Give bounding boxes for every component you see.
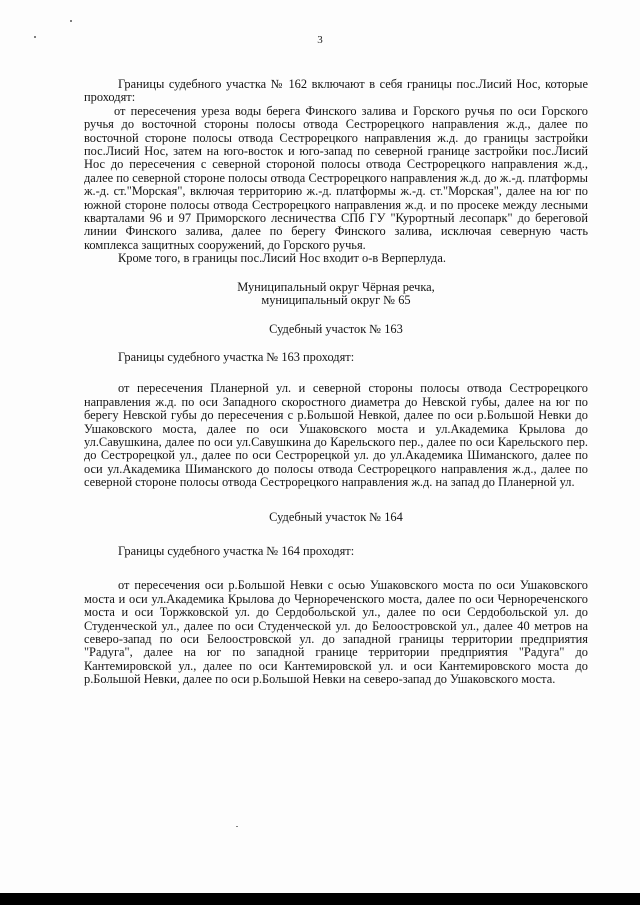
page-number: 3 [317, 34, 323, 46]
paragraph-district-162-boundary: от пересечения уреза воды берега Финского залива и Горского ручья по оси Горского ручья до восточной стороны полосы отвода Сестрорецкого направления ж.д., далее по восточной стороне полосы отвода Сестрорецкого направления ж.д. до границы застройки пос.Лисий Нос, затем на юго-восток и юго-запад по северной границе застройки пос.Лисий Нос до пересечения с северной стороной полосы отвода Сестрорецкого направления ж.д., далее по северной стороне полосы отвода Сестрорецкого направления ж.д. до ж.-д. платформы ж.-д. ст."Морская", включая территорию ж.-д. платформы ж.-д. ст."Морская", далее на юг по южной стороне полосы отвода Сестрорецкого направления ж.д. и по просеке между лесными кварталами 96 и 97 Приморского лесничества СПб ГУ "Курортный лесопарк" до береговой линии Финского залива, далее по берегу Финского залива, исключая северную часть комплекса защитных сооружений, до Горского ручья. [84, 103, 588, 252]
paragraph-district-162-island: Кроме того, в границы пос.Лисий Нос входит о-в Верперлуда. [118, 251, 446, 266]
paragraph-district-162-intro: Границы судебного участка № 162 включают в себя границы пос.Лисий Нос, которые проходят: [84, 77, 588, 105]
scan-bottom-edge [0, 893, 640, 905]
paragraph-district-164-boundary: от пересечения оси р.Большой Невки с осью Ушаковского моста по оси Ушаковского моста и оси ул.Академика Крылова до Чернореченского моста, далее по оси Чернореченского моста и оси Торжковской ул. до Сердобольской ул., далее по оси Сердобольской ул. до Студенческой ул., далее по оси Студенческой ул. до Белоостровской ул., далее 40 метров на северо-запад по оси Белоостровской ул. до западной границы территории предприятия "Радуга", далее на юг по западной границе территории предприятия "Радуга" до Кантемировской ул., далее по оси Кантемировской ул. и оси Кантемировского моста до р.Большой Невки, далее по оси р.Большой Невки на северо-запад до Ушаковского моста. [84, 578, 588, 687]
scan-speck [236, 826, 238, 827]
heading-district-164: Судебный участок № 164 [269, 509, 403, 524]
heading-municipal-district: Муниципальный округ Чёрная речка, [237, 279, 435, 294]
paragraph-district-164-intro: Границы судебного участка № 164 проходят: [118, 543, 355, 558]
heading-municipal-district-number: муниципальный округ № 65 [261, 293, 411, 308]
scan-speck [70, 20, 72, 22]
heading-district-163: Судебный участок № 163 [269, 321, 403, 336]
paragraph-district-163-boundary: от пересечения Планерной ул. и северной стороны полосы отвода Сестрорецкого направления ж.д. по оси Западного скоростного диаметра до Невской губы, далее на юг по берегу Невской губы до пересечения с р.Большой Невкой, далее по оси р.Большой Невки до Ушаковского моста, далее по оси Ушаковского моста и ул.Академика Крылова до ул.Савушкина, далее по оси ул.Савушкина до Карельского пер., далее по оси Карельского пер. до Сестрорецкой ул., далее по оси Сестрорецкой ул. до ул.Академика Шиманского, далее по оси ул.Академика Шиманского до полосы отвода Сестрорецкого направления ж.д., далее по северной стороне полосы отвода Сестрорецкого направления ж.д. на запад до Планерной ул. [84, 381, 588, 490]
document-body [84, 78, 588, 687]
paragraph-district-163-intro: Границы судебного участка № 163 проходят: [118, 349, 355, 364]
